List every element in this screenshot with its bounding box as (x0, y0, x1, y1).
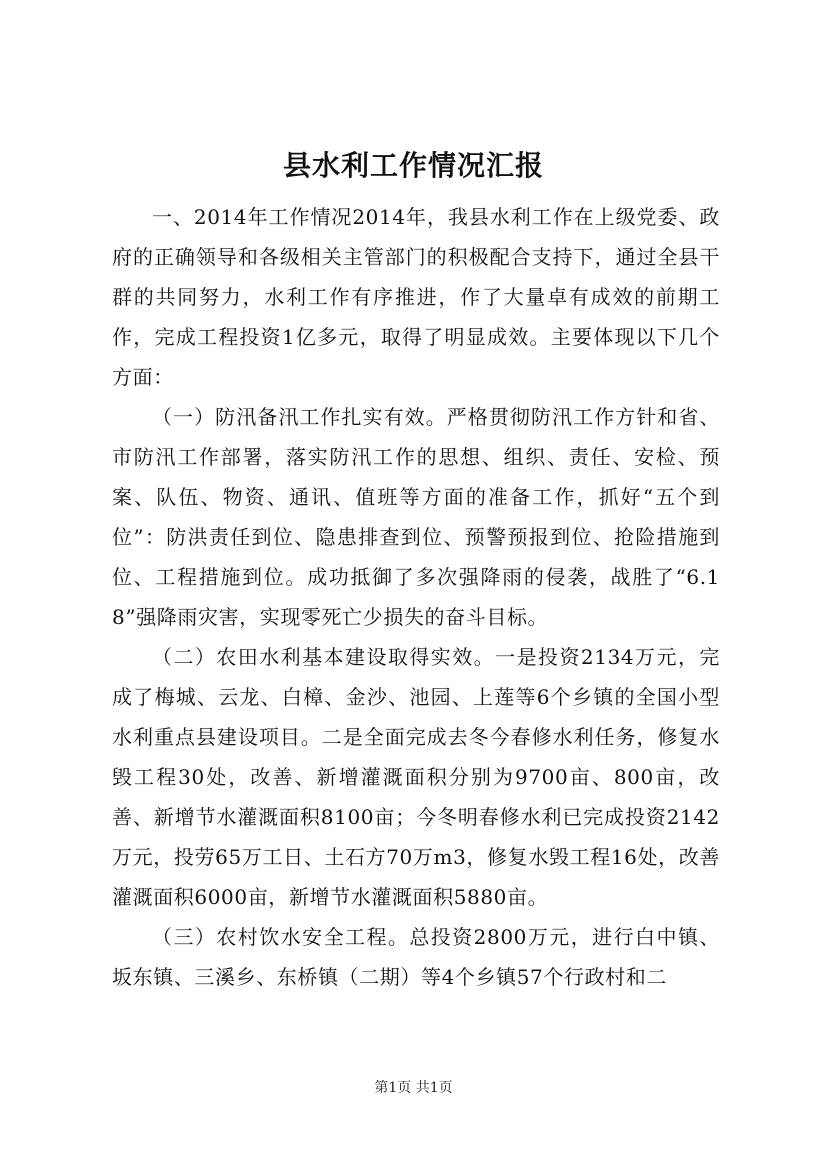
paragraph-drinking-water: （三）农村饮水安全工程。总投资2800万元，进行白中镇、坂东镇、三溪乡、东桥镇（二期）等4个乡镇57个行政村和二 (112, 925, 720, 989)
page-footer: 第1页 共1页 (374, 1080, 453, 1096)
document-body (112, 197, 720, 997)
document-title: 县水利工作情况汇报 (282, 149, 544, 182)
paragraph-intro: 一、2014年工作情况2014年，我县水利工作在上级党委、政府的正确领导和各级相关主管部门的积极配合支持下，通过全县干群的共同努力，水利工作有序推进，作了大量卓有成效的前期工作，完成工程投资1亿多元，取得了明显成效。主要体现以下几个方面： (112, 205, 720, 389)
paragraph-farmland-irrigation: （二）农田水利基本建设取得实效。一是投资2134万元，完成了梅城、云龙、白樟、金沙、池园、上莲等6个乡镇的全国小型水利重点县建设项目。二是全面完成去冬今春修水利任务，修复水毁工程30处，改善、新增灌溉面积分别为9700亩、800亩，改善、新增节水灌溉面积8100亩；今冬明春修水利已完成投资2142万元，投劳65万工日、土石方70万m3，修复水毁工程16处，改善灌溉面积6000亩，新增节水灌溉面积5880亩。 (112, 645, 720, 909)
paragraph-flood-control: （一）防汛备汛工作扎实有效。严格贯彻防汛工作方针和省、市防汛工作部署，落实防汛工作的思想、组织、责任、安检、预案、队伍、物资、通讯、值班等方面的准备工作，抓好“五个到位”：防洪责任到位、隐患排查到位、预警预报到位、抢险措施到位、工程措施到位。成功抵御了多次强降雨的侵袭，战胜了“6.18”强降雨灾害，实现零死亡少损失的奋斗目标。 (112, 405, 720, 629)
